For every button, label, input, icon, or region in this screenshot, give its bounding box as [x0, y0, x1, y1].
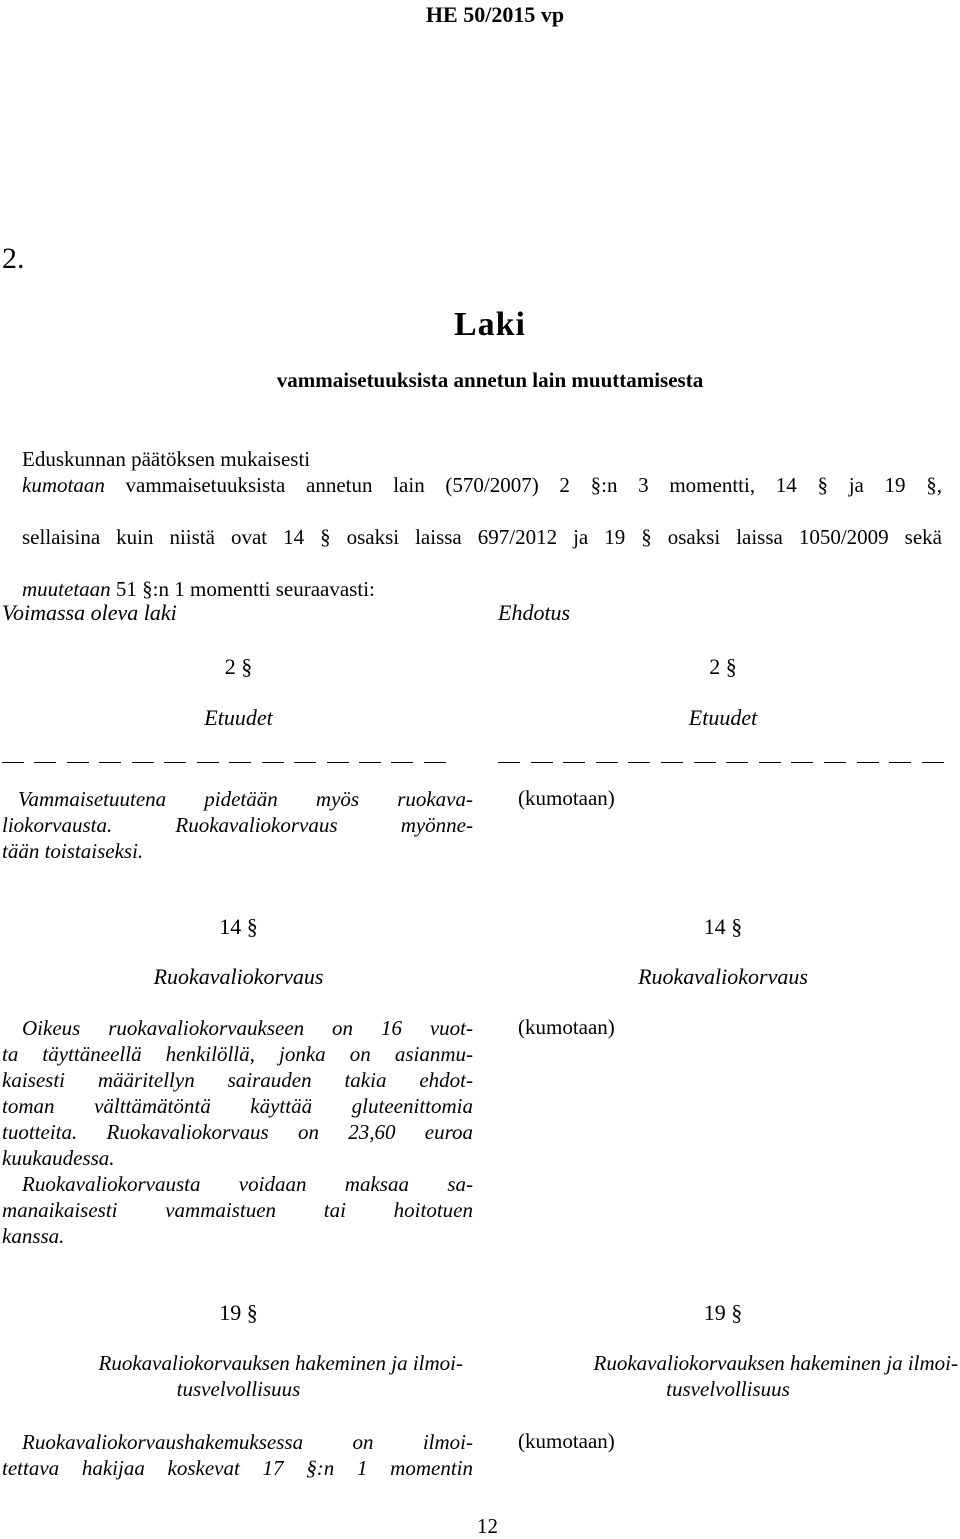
section-14-line-3: kaisesti määritellyn sairauden takia ehdot-: [2, 1068, 473, 1092]
section-14-title-right: Ruokavaliokorvaus: [638, 964, 808, 989]
section-19-title-left-line-1: Ruokavaliokorvauksen hakeminen ja ilmoi-: [98, 1351, 463, 1375]
section-14-repealed: (kumotaan): [518, 1015, 615, 1039]
section-2-title-right: Etuudet: [688, 705, 758, 730]
section-2-repealed: (kumotaan): [518, 786, 615, 810]
current-law-heading: Voimassa oleva laki: [2, 600, 177, 625]
section-14-current-para2: [2, 1197, 473, 1249]
proposal-heading: Ehdotus: [498, 600, 571, 625]
law-subtitle: vammaisetuuksista annetun lain muuttamisesta: [276, 368, 704, 392]
section-2-number-right: 2 §: [709, 654, 737, 679]
document-id-header: HE 50/2015 vp: [425, 2, 565, 27]
section-19-title-right-line-1: Ruokavaliokorvauksen hakeminen ja ilmoi-: [593, 1351, 958, 1375]
intro-line-4-text: 51 §:n 1 momentti seuraavasti:: [110, 577, 375, 601]
section-14-line-7: Ruokavaliokorvausta voidaan maksaa sa-: [22, 1172, 473, 1196]
section-19-title-left-line-2: tusvelvollisuus: [176, 1377, 301, 1401]
proposal-number: 2.: [2, 242, 25, 275]
section-14-line-8: manaikaisesti vammaistuen tai hoitotuen: [2, 1198, 473, 1222]
enactment-clause: [22, 446, 942, 602]
omitted-text-dashes-right: [498, 762, 944, 766]
section-19-number-right: 19 §: [703, 1300, 743, 1325]
section-14-title-left: Ruokavaliokorvaus: [153, 964, 324, 989]
section-19-repealed: (kumotaan): [518, 1429, 615, 1453]
section-14-line-4: toman välttämätöntä käyttää gluteenittomia: [2, 1094, 473, 1118]
section-19-title-right: [498, 1350, 958, 1402]
section-2-title-left: Etuudet: [204, 705, 273, 730]
section-19-number-left: 19 §: [219, 1300, 258, 1325]
section-14-current-para2-first: [22, 1171, 473, 1197]
omitted-text-dashes-left: [2, 762, 446, 766]
section-19-current-text: [2, 1455, 473, 1481]
section-14-line-9: kanssa.: [2, 1224, 65, 1248]
intro-repeal-word: kumotaan: [22, 473, 105, 497]
intro-amend-word: muutetaan: [22, 577, 111, 601]
intro-line-3: sellaisina kuin niistä ovat 14 § osaksi laissa 697/2012 ja 19 § osaksi laissa 1050/2009 sekä: [22, 525, 942, 549]
section-14-number-right: 14 §: [703, 914, 743, 939]
section-19-title-left: [2, 1350, 475, 1402]
section-19-title-right-line-2: tusvelvollisuus: [666, 1377, 790, 1401]
section-2-current-text: [18, 786, 473, 812]
section-19-line-1: Ruokavaliokorvaushakemuksessa on ilmoi-: [22, 1430, 473, 1454]
intro-line-2-text: vammaisetuuksista annetun lain (570/2007) 2 §:n 3 momentti, 14 § ja 19 §,: [104, 473, 942, 497]
section-2-line-1: Vammaisetuutena pidetään myös ruokava-: [18, 787, 473, 811]
section-14-number-left: 14 §: [219, 914, 258, 939]
section-14-line-2: ta täyttäneellä henkilöllä, jonka on asianmu-: [2, 1042, 473, 1066]
section-14-line-5: tuotteita. Ruokavaliokorvaus on 23,60 euroa: [2, 1120, 473, 1144]
intro-line-4: [22, 576, 942, 602]
intro-line-2: [22, 472, 942, 524]
page-number: 12: [477, 1514, 498, 1538]
section-14-line-1: Oikeus ruokavaliokorvaukseen on 16 vuot-: [22, 1016, 473, 1040]
section-14-current-first-line: [22, 1015, 473, 1041]
section-19-line-2: tettava hakijaa koskevat 17 §:n 1 momentin: [2, 1456, 473, 1480]
section-2-line-3: tään toistaiseksi.: [2, 839, 144, 863]
law-title: Laki: [453, 306, 527, 343]
section-19-current-first-line: [22, 1429, 473, 1455]
section-2-number-left: 2 §: [224, 654, 253, 679]
section-2-line-2: liokorvausta. Ruokavaliokorvaus myönne-: [2, 813, 473, 837]
intro-line-1: Eduskunnan päätöksen mukaisesti: [22, 447, 311, 471]
section-14-current-text: [2, 1041, 473, 1171]
section-2-current-text-cont: [2, 812, 473, 864]
section-14-line-6: kuukaudessa.: [2, 1146, 115, 1170]
